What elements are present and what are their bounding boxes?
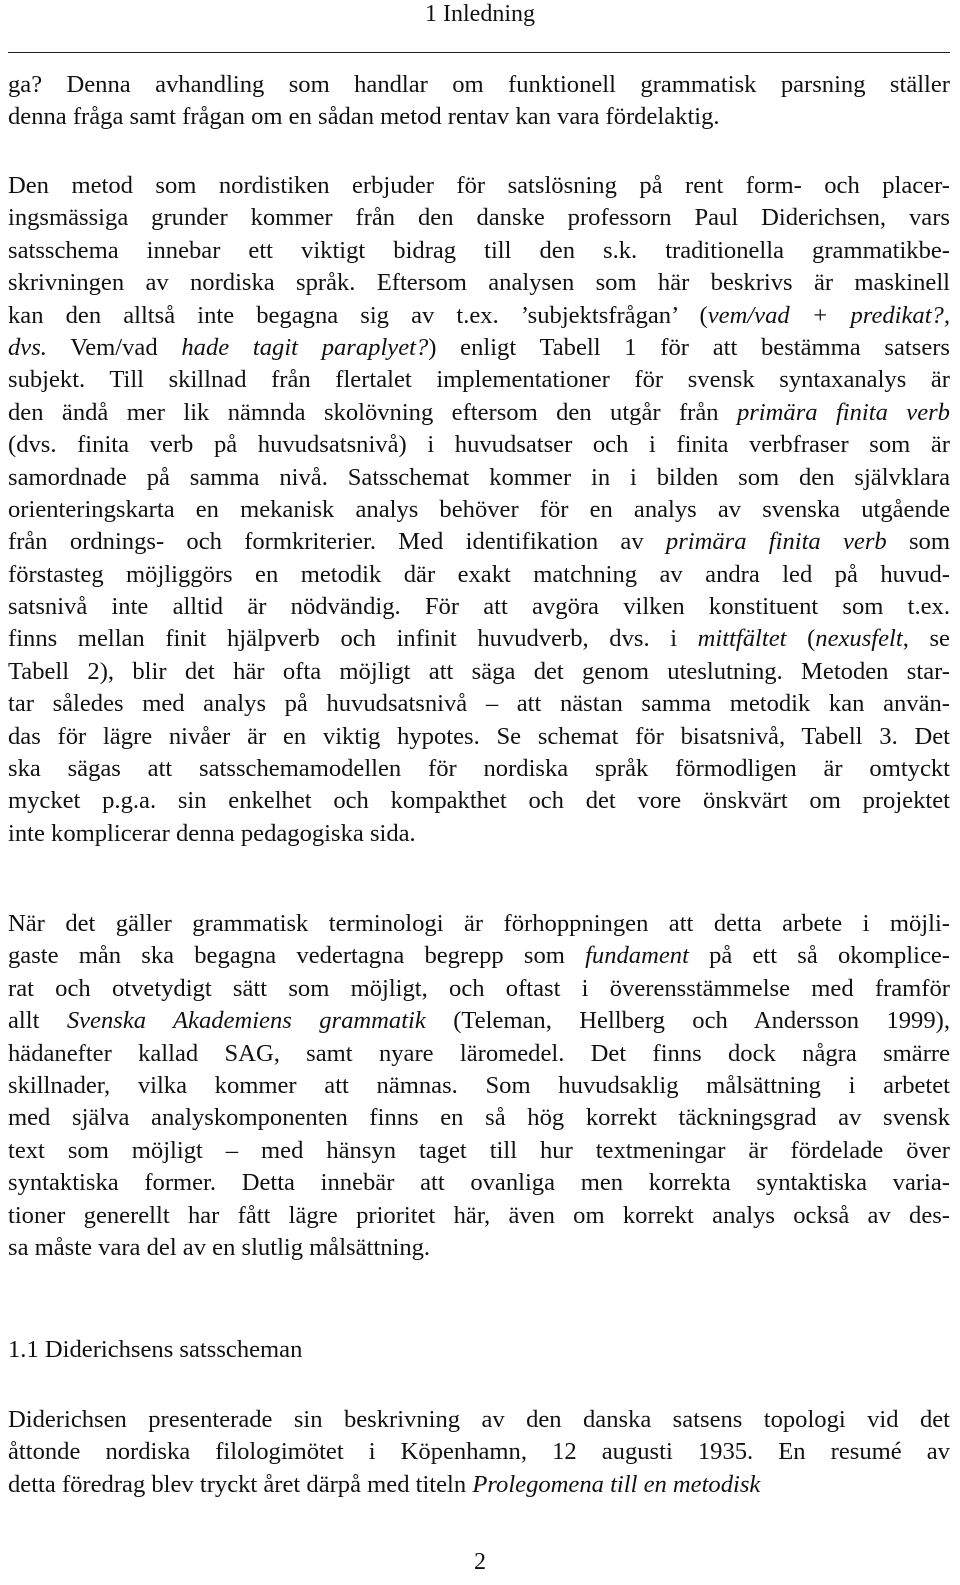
paragraph-2 bbox=[8, 170, 950, 850]
text-line: förstasteg möjliggörs en metodik där exakt matchning av andra led på huvud- bbox=[8, 560, 950, 588]
text-line: sa måste vara del av en slutlig målsättning. bbox=[8, 1233, 431, 1261]
header-rule bbox=[8, 52, 950, 53]
text-line: das för lägre nivåer är en viktig hypotes. Se schemat för bisatsnivå, Tabell 3. Det bbox=[8, 722, 950, 750]
text-line: ga? Denna avhandling som handlar om funktionell grammatisk parsning ställer bbox=[8, 71, 951, 98]
text-line: ska sägas att satsschemamodellen för nordiska språk förmodligen är omtyckt bbox=[8, 755, 950, 783]
text-line: gaste mån ska begagna vedertagna begrepp som fundament på ett så okomplice- bbox=[8, 942, 950, 970]
text-line: mycket p.g.a. sin enkelhet och kompakthet och det vore önskvärt om projektet bbox=[8, 787, 950, 815]
text-line: samordnade på samma nivå. Satsschemat kommer in i bilden som den självklara bbox=[8, 463, 950, 491]
text-line: den ändå mer lik nämnda skolövning eftersom den utgår från primära finita verb bbox=[8, 398, 950, 426]
text-line: (dvs. finita verb på huvudsatsnivå) i huvudsatser och i finita verbfraser som är bbox=[8, 431, 950, 459]
text-line: detta föredrag blev tryckt året därpå med titeln Prolegomena till en metodisk bbox=[8, 1470, 761, 1498]
text-line: hädanefter kallad SAG, samt nyare läromedel. Det finns dock några smärre bbox=[8, 1039, 950, 1067]
page-number: 2 bbox=[474, 1549, 486, 1575]
text-line: inte komplicerar denna pedagogiska sida. bbox=[8, 819, 416, 847]
text-line: finns mellan finit hjälpverb och infinit huvudverb, dvs. i mittfältet (nexusfelt, se bbox=[8, 625, 950, 653]
text-line: text som möjligt – med hänsyn taget till hur textmeningar är fördelade över bbox=[8, 1136, 950, 1164]
text-line: denna fråga samt frågan om en sådan metod rentav kan vara fördelaktig. bbox=[8, 103, 720, 131]
text-line: När det gäller grammatisk terminologi är förhoppningen att detta arbete i möjli- bbox=[8, 910, 950, 937]
text-line: tar således med analys på huvudsatsnivå – att nästan samma metodik kan använ- bbox=[8, 690, 950, 718]
running-title: 1 Inledning bbox=[425, 1, 535, 27]
text-line: rat och otvetydigt sätt som möjligt, och oftast i överensstämmelse med framför bbox=[8, 974, 950, 1002]
running-header bbox=[0, 0, 960, 52]
paragraph-4 bbox=[8, 1404, 950, 1501]
text-line: subjekt. Till skillnad från flertalet implementationer för svensk syntaxanalys är bbox=[8, 366, 950, 394]
paragraph-3 bbox=[8, 908, 950, 1264]
text-line: dvs. Vem/vad hade tagit paraplyet?) enligt Tabell 1 för att bestämma satsers bbox=[8, 333, 950, 361]
text-line: från ordnings- och formkriterier. Med identifikation av primära finita verb som bbox=[8, 528, 950, 556]
text-line: satsnivå inte alltid är nödvändig. För att avgöra vilken konstituent som t.ex. bbox=[8, 593, 950, 621]
text-line: skrivningen av nordiska språk. Eftersom analysen som här beskrivs är maskinell bbox=[8, 269, 951, 297]
paragraph-1 bbox=[8, 69, 950, 134]
text-line: allt Svenska Akademiens grammatik (Teleman, Hellberg och Andersson 1999), bbox=[8, 1007, 950, 1035]
text-line: Den metod som nordistiken erbjuder för satslösning på rent form- och placer- bbox=[8, 172, 950, 199]
text-line: med själva analyskomponenten finns en så hög korrekt täckningsgrad av svensk bbox=[8, 1104, 950, 1132]
text-line: åttonde nordiska filologimötet i Köpenhamn, 12 augusti 1935. En resumé av bbox=[8, 1438, 950, 1466]
text-line: syntaktiska former. Detta innebär att ovanliga men korrekta syntaktiska varia- bbox=[8, 1169, 951, 1197]
section-heading: 1.1 Diderichsens satsscheman bbox=[8, 1336, 303, 1363]
text-line: kan den alltså inte begagna sig av t.ex. ’subjektsfrågan’ (vem/vad + predikat?, bbox=[8, 301, 950, 329]
text-line: Diderichsen presenterade sin beskrivning av den danska satsens topologi vid det bbox=[8, 1406, 950, 1433]
text-line: tioner generellt har fått lägre prioritet här, även om korrekt analys också av des- bbox=[8, 1201, 950, 1229]
text-line: satsschema innebar ett viktigt bidrag till den s.k. traditionella grammatikbe- bbox=[8, 236, 950, 264]
text-line: orienteringskarta en mekanisk analys behöver för en analys av svenska utgående bbox=[8, 495, 950, 523]
text-line: ingsmässiga grunder kommer från den danske professorn Paul Diderichsen, vars bbox=[8, 204, 950, 232]
text-line: skillnader, vilka kommer att nämnas. Som huvudsaklig målsättning i arbetet bbox=[8, 1071, 951, 1099]
text-line: Tabell 2), blir det här ofta möjligt att säga det genom uteslutning. Metoden star- bbox=[8, 657, 950, 685]
